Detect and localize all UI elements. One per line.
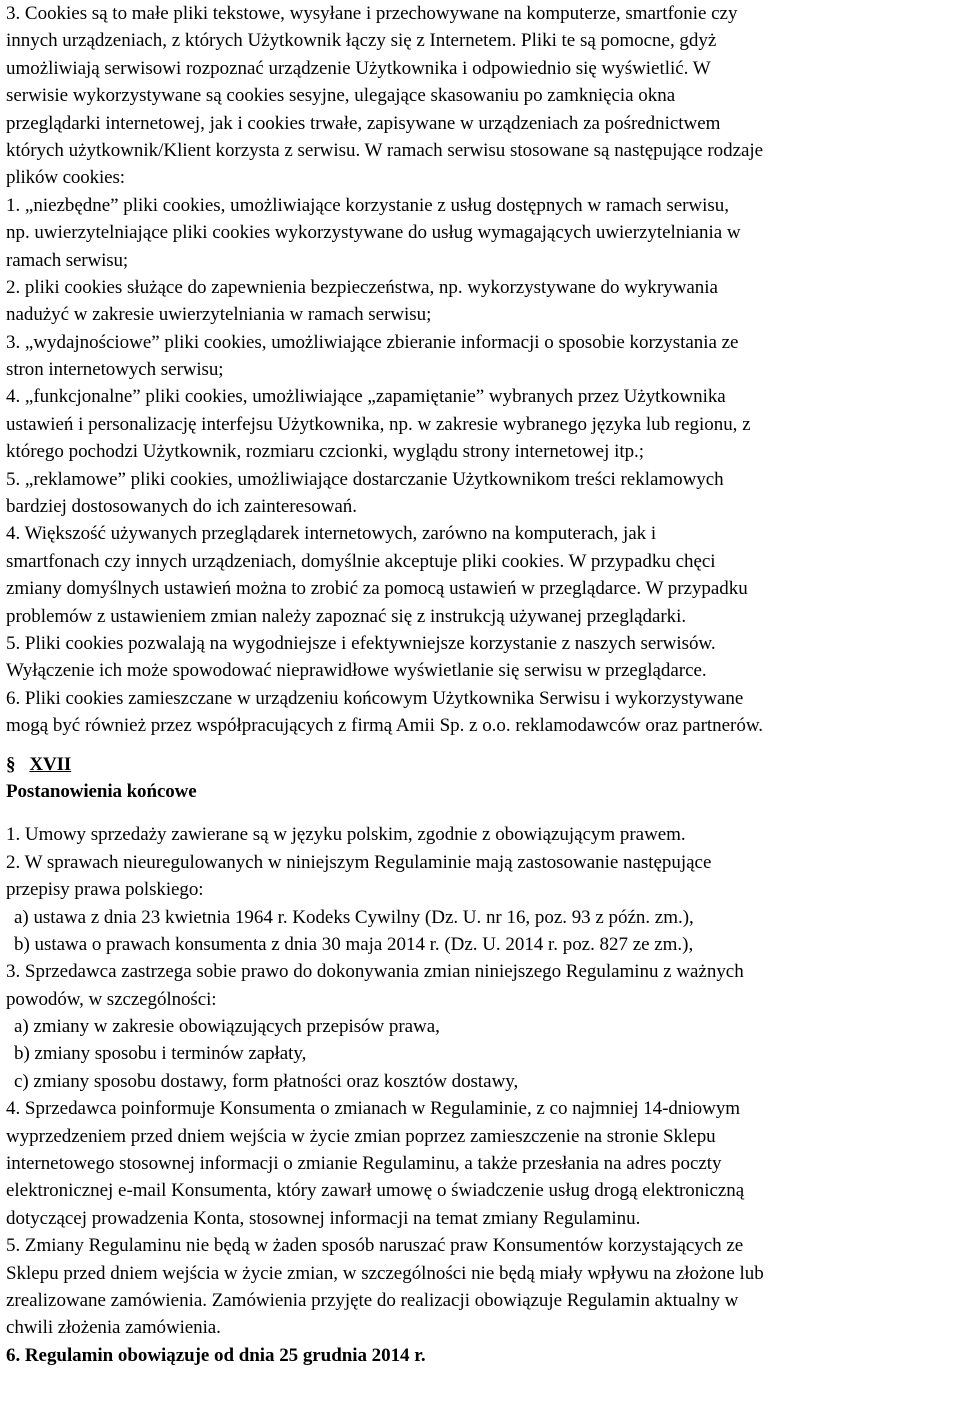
law-item: a) ustawa z dnia 23 kwietnia 1964 r. Kodeks Cywilny (Dz. U. nr 16, poz. 93 z późn. zm.), [14,906,694,928]
text-line: którego pochodzi Użytkownik, rozmiaru czcionki, wyglądu strony internetowej itp.; [6,441,645,463]
text-line: 3. Sprzedawca zastrzega sobie prawo do dokonywania zmian niniejszego Regulaminu z ważnych [6,961,744,983]
section-title: Postanowienia końcowe [6,780,197,802]
section-gap [6,740,958,751]
text-line: 3. „wydajnościowe” pliki cookies, umożliwiające zbieranie informacji o sposobie korzystania ze [6,331,739,353]
text-line: 4. Większość używanych przeglądarek internetowych, zarówno na komputerach, jak i [6,523,657,545]
text-line: 4. „funkcjonalne” pliki cookies, umożliwiające „zapamiętanie” wybranych przez Użytkownika [6,386,726,408]
text-line: 4. Sprzedawca poinformuje Konsumenta o zmianach w Regulaminie, z co najmniej 14-dniowym [6,1098,741,1120]
text-line: 2. pliki cookies służące do zapewnienia bezpieczeństwa, np. wykorzystywane do wykrywania [6,276,718,298]
final-provisions-section [6,751,958,1370]
text-line: ustawień i personalizację interfejsu Użytkownika, np. w zakresie wybranego języka lub regionu, z [6,413,751,435]
text-line: problemów z ustawieniem zmian należy zapoznać się z instrukcją używanej przeglądarki. [6,605,687,627]
text-line: 3. Cookies są to małe pliki tekstowe, wysyłane i przechowywane na komputerze, smartfonie czy [6,3,738,24]
text-line: ramach serwisu; [6,249,128,271]
reason-item: a) zmiany w zakresie obowiązujących przepisów prawa, [14,1016,440,1038]
law-item: b) ustawa o prawach konsumenta z dnia 30 maja 2014 r. (Dz. U. 2014 r. poz. 827 ze zm.), [14,933,694,955]
text-line: zmiany domyślnych ustawień można to zrobić za pomocą ustawień w przeglądarce. W przypadku [6,578,748,600]
section-number: XVII [29,753,72,775]
text-line: umożliwiają serwisowi rozpoznać urządzenie Użytkownika i odpowiednio się wyświetlić. W [6,57,711,79]
text-line: plików cookies: [6,167,125,189]
text-line: mogą być również przez współpracujących z firmą Amii Sp. z o.o. reklamodawców oraz partnerów. [6,715,764,737]
text-line: chwili złożenia zamówienia. [6,1317,221,1339]
text-line: których użytkownik/Klient korzysta z serwisu. W ramach serwisu stosowane są następujące rodzaje [6,139,764,161]
text-line: 2. W sprawach nieuregulowanych w niniejszym Regulaminie mają zastosowanie następujące [6,851,712,873]
text-line: innych urządzeniach, z których Użytkownik łączy się z Internetem. Pliki te są pomocne, gdyż [6,30,717,52]
text-line: elektronicznej e-mail Konsumenta, który zawarł umowę o świadczenie usług drogą elektroniczną [6,1180,745,1202]
effective-date: 6. Regulamin obowiązuje od dnia 25 grudnia 2014 r. [6,1344,426,1366]
text-line: 1. „niezbędne” pliki cookies, umożliwiające korzystanie z usług dostępnych w ramach serwisu, [6,194,729,216]
text-line: przeglądarki internetowej, jak i cookies trwałe, zapisywane w urządzeniach za pośrednictwem [6,112,721,134]
document-page [6,0,958,1369]
text-line: Sklepu przed dniem wejścia w życie zmian, w szczególności nie będą miały wpływu na złożone lub [6,1262,764,1284]
section-number-heading [6,751,958,778]
text-line: nadużyć w zakresie uwierzytelniania w ramach serwisu; [6,304,432,326]
text-line: 5. Zmiany Regulaminu nie będą w żaden sposób naruszać praw Konsumentów korzystających ze [6,1235,744,1257]
text-line: serwisie wykorzystywane są cookies sesyjne, ulegające skasowaniu po zamknięcia okna [6,85,676,107]
reason-item: c) zmiany sposobu dostawy, form płatności oraz kosztów dostawy, [14,1070,519,1092]
text-line: bardziej dostosowanych do ich zainteresowań. [6,496,357,518]
text-line: powodów, w szczególności: [6,988,217,1010]
text-line: 5. „reklamowe” pliki cookies, umożliwiające dostarczanie Użytkownikom treści reklamowych [6,468,724,490]
cookies-section [6,0,958,740]
text-line: dotyczącej prowadzenia Konta, stosownej informacji na temat zmiany Regulaminu. [6,1207,641,1229]
heading-gap [6,805,958,821]
text-line: internetowego stosownej informacji o zmianie Regulaminu, a także przesłania na adres poczty [6,1153,722,1175]
text-line: Wyłączenie ich może spowodować nieprawidłowe wyświetlanie się serwisu w przeglądarce. [6,660,707,682]
text-line: przepisy prawa polskiego: [6,879,204,901]
text-line: np. uwierzytelniające pliki cookies wykorzystywane do usług wymagających uwierzytelniania w [6,222,741,244]
text-line: wyprzedzeniem przed dniem wejścia w życie zmian poprzez zamieszczenie na stronie Sklepu [6,1125,716,1147]
text-line: stron internetowych serwisu; [6,359,224,381]
text-line: smartfonach czy innych urządzeniach, domyślnie akceptuje pliki cookies. W przypadku chęci [6,550,716,572]
text-line: 6. Pliki cookies zamieszczane w urządzeniu końcowym Użytkownika Serwisu i wykorzystywane [6,687,744,709]
text-line: 5. Pliki cookies pozwalają na wygodniejsze i efektywniejsze korzystanie z naszych serwisów. [6,632,716,654]
section-sign: § [6,753,16,775]
text-line: 1. Umowy sprzedaży zawierane są w języku polskim, zgodnie z obowiązującym prawem. [6,824,686,846]
reason-item: b) zmiany sposobu i terminów zapłaty, [14,1043,307,1065]
text-line: zrealizowane zamówienia. Zamówienia przyjęte do realizacji obowiązuje Regulamin aktualny w [6,1289,739,1311]
